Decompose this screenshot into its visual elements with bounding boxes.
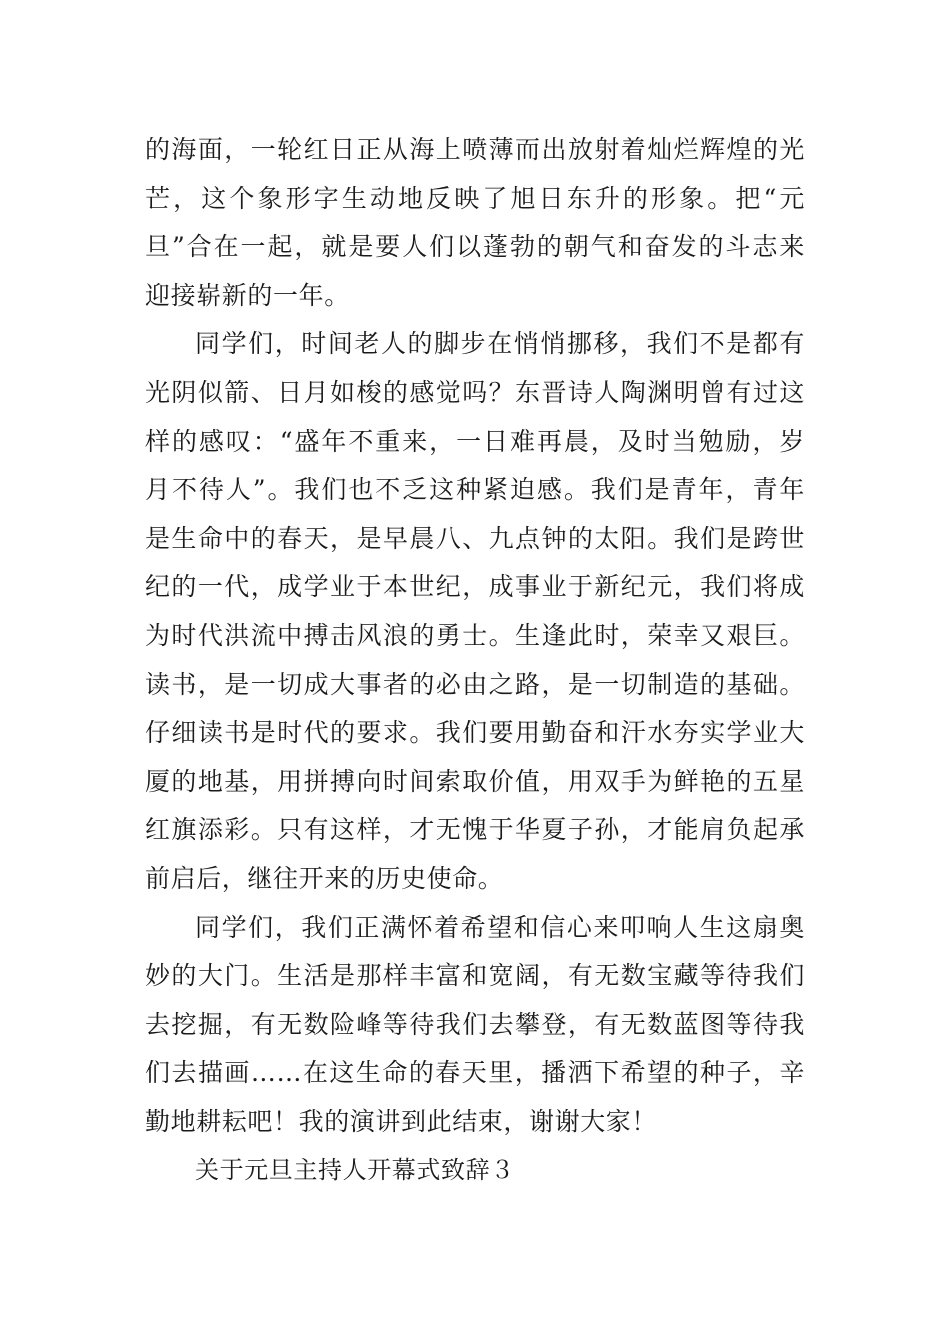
text-line: 同学们，时间老人的脚步在悄悄挪移，我们不是都有 (195, 329, 805, 359)
paragraph-3 (145, 904, 805, 1147)
text-line: 勤地耕耘吧！我的演讲到此结束，谢谢大家！ (145, 1106, 658, 1136)
text-line: 是生命中的春天，是早晨八、九点钟的太阳。我们是跨世 (145, 523, 805, 553)
text-line: 月不待人”。我们也不乏这种紧迫感。我们是青年，青年 (145, 475, 805, 505)
text-line: 们去描画……在这生命的春天里，播洒下希望的种子，辛 (145, 1058, 805, 1088)
text-line: 样的感叹：“盛年不重来，一日难再晨，及时当勉励，岁 (145, 426, 805, 456)
text-line: 的海面，一轮红日正从海上喷薄而出放射着灿烂辉煌的光 (145, 135, 805, 164)
text-line: 仔细读书是时代的要求。我们要用勤奋和汗水夯实学业大 (145, 718, 805, 748)
text-line: 光阴似箭、日月如梭的感觉吗？东晋诗人陶渊明曾有过这 (145, 377, 805, 407)
text-line: 同学们，我们正满怀着希望和信心来叩响人生这扇奥 (195, 912, 805, 942)
text-line: 前启后，继往开来的历史使命。 (145, 863, 504, 893)
text-line: 妙的大门。生活是那样丰富和宽阔，有无数宝藏等待我们 (145, 961, 805, 991)
text-line: 旦”合在一起，就是要人们以蓬勃的朝气和奋发的斗志来 (145, 232, 805, 262)
text-line: 去挖掘，有无数险峰等待我们去攀登，有无数蓝图等待我 (145, 1009, 805, 1039)
text-line: 迎接崭新的一年。 (145, 280, 350, 310)
text-line: 读书，是一切成大事者的必由之路，是一切制造的基础。 (145, 669, 805, 699)
text-line: 纪的一代，成学业于本世纪，成事业于新纪元，我们将成 (145, 572, 805, 602)
text-line: 红旗添彩。只有这样，才无愧于华夏子孙，才能肩负起承 (145, 815, 805, 845)
heading-text: 关于元旦主持人开幕式致辞３ (195, 1156, 515, 1185)
paragraph-2 (145, 320, 805, 903)
document-body (145, 126, 805, 1195)
text-line: 厦的地基，用拼搏向时间索取价值，用双手为鲜艳的五星 (145, 766, 805, 796)
section-heading (145, 1146, 805, 1195)
paragraph-1 (145, 126, 805, 320)
text-line: 为时代洪流中搏击风浪的勇士。生逢此时，荣幸又艰巨。 (145, 620, 805, 650)
text-line: 芒，这个象形字生动地反映了旭日东升的形象。把“元 (145, 183, 805, 213)
